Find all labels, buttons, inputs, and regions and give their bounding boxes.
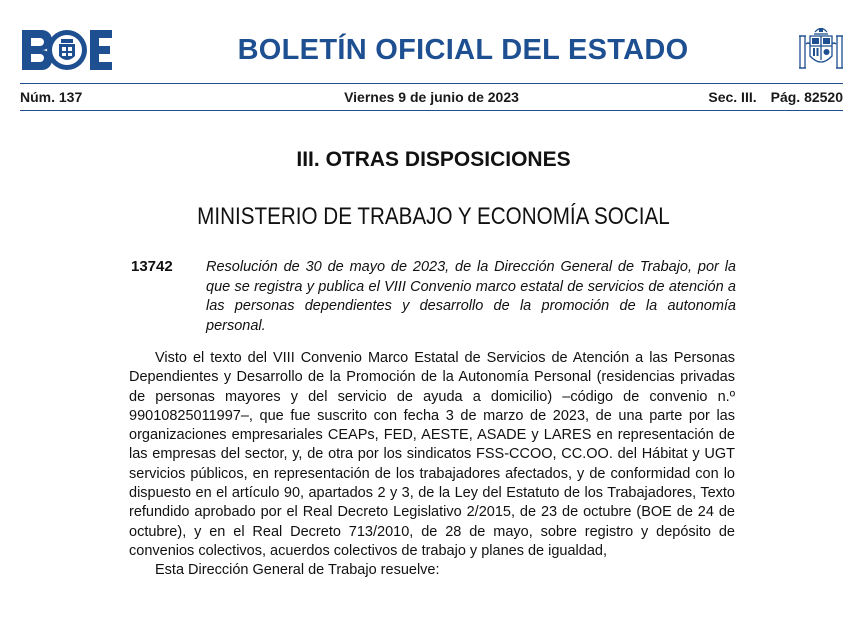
issue-date: Viernes 9 de junio de 2023 [344, 89, 519, 105]
resolution-title: Resolución de 30 de mayo de 2023, de la Dirección General de Trabajo, por la que se registra y publica el VIII Convenio marco estatal de servicios de atención a las personas dependientes y desarrollo de la promoción de la autonomía personal. [206, 259, 736, 334]
page-header [20, 24, 846, 80]
body-paragraph: Esta Dirección General de Trabajo resuelve: [155, 562, 440, 579]
ministry-heading: MINISTERIO DE TRABAJO Y ECONOMÍA SOCIAL [197, 203, 670, 230]
disposition-number: 13742 [131, 258, 173, 275]
section-page [708, 89, 843, 105]
header-divider [20, 83, 843, 84]
meta-divider [20, 110, 843, 111]
document-body [129, 349, 735, 581]
body-paragraph: Visto el texto del VIII Convenio Marco Estatal de Servicios de Atención a las Personas Dependientes y Desarrollo de la Promoción de la Autonomía Personal (residencias privadas de personas mayores y del servicio de ayuda a domicilio) –código de convenio n.º 99010825011997–, que fue suscrito con fecha 3 de marzo de 2023, de una parte por las organizaciones empresariales CEAPs, FED, AESTE, ASADE y LARES en representación de las empresas del sector, y, de otra por los sindicatos FSS-CCOO, CC.OO. del Hábitat y UGT servicios públicos, en representación de los trabajadores afectados, y de conformidad con lo dispuesto en el artículo 90, apartados 2 y 3, de la Ley del Estatuto de los Trabajadores, Texto refundido aprobado por el Real Decreto Legislativo 2/2015, de 23 de octubre (BOE de 24 de octubre), y en el Real Decreto 713/2010, de 28 de mayo, sobre registro y depósito de convenios colectivos, acuerdos colectivos de trabajo y planes de igualdad, [129, 350, 735, 559]
issue-number: Núm. 137 [20, 89, 83, 105]
issue-meta-row [20, 89, 843, 107]
section-label: Sec. III. [708, 89, 757, 105]
coat-of-arms-icon [798, 24, 844, 74]
journal-title: BOLETÍN OFICIAL DEL ESTADO [237, 34, 689, 66]
section-title: III. OTRAS DISPOSICIONES [296, 148, 571, 171]
boe-logo-icon [20, 28, 114, 72]
page-number: Pág. 82520 [770, 89, 843, 105]
